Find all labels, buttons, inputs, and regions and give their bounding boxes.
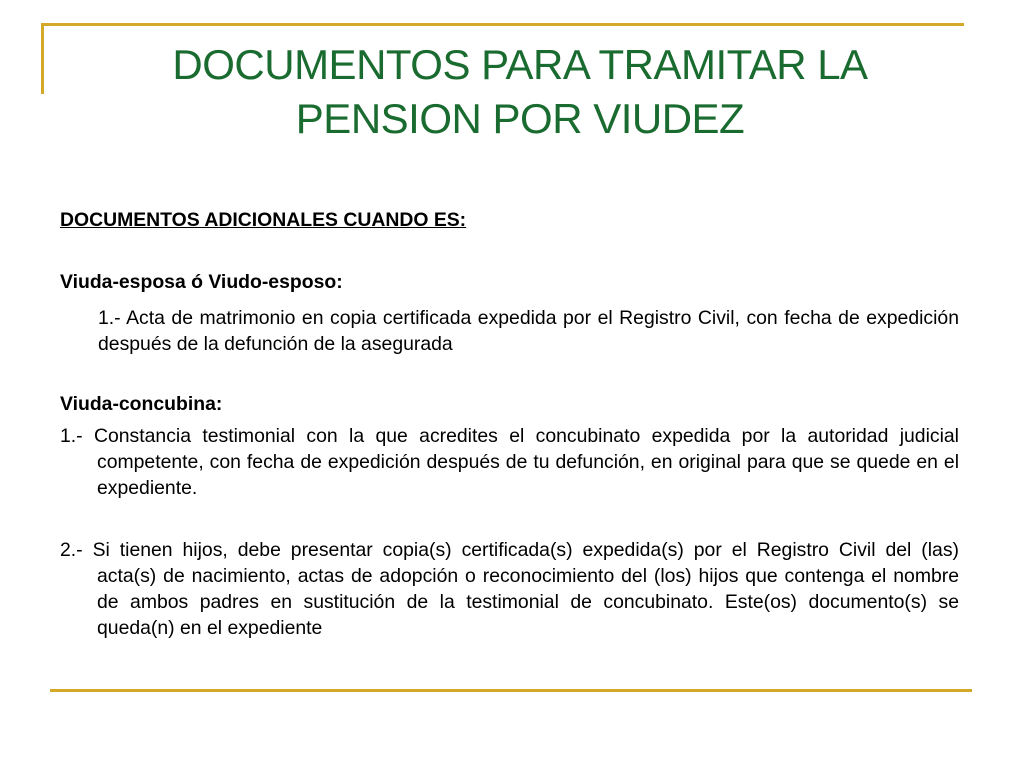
top-rule [41,23,964,26]
slide-content [60,207,959,641]
left-rule [41,23,44,94]
bottom-rule [50,689,972,692]
list-item-copias-hijos: 2.- Si tienen hijos, debe presentar copia(s) certificada(s) expedida(s) por el Registro Civil del (las) acta(s) de nacimiento, actas de adopción o reconocimiento del (los) hijos que contenga el nombre de ambos padres en sustitución de la testimonial de concubinato. Este(os) documento(s) se queda(n) en el expediente [60,539,959,639]
slide-title: DOCUMENTOS PARA TRAMITAR LA PENSION POR VIUDEZ [172,41,868,142]
section-label-viuda-esposa: Viuda-esposa ó Viudo-esposo: [60,271,343,293]
section-label-viuda-concubina: Viuda-concubina: [60,393,223,415]
section-heading: DOCUMENTOS ADICIONALES CUANDO ES: [60,209,467,231]
list-item-constancia-testimonial: 1.- Constancia testimonial con la que acredites el concubinato expedida por la autoridad judicial competente, con fecha de expedición después de tu defunción, en original para que se quede en el expediente. [60,425,959,499]
list-item-acta-matrimonio: 1.- Acta de matrimonio en copia certificada expedida por el Registro Civil, con fecha de expedición después de la defunción de la asegurada [98,307,959,355]
